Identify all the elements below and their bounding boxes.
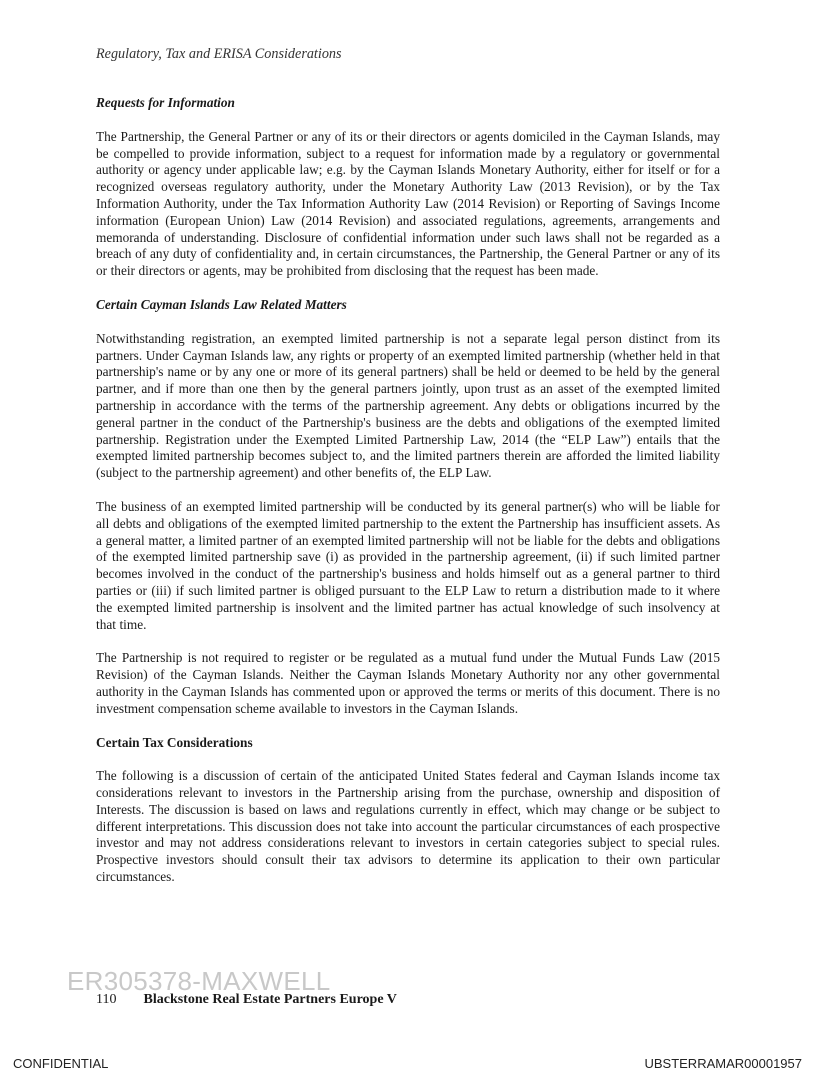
- page-number: 110: [96, 992, 117, 1007]
- section-heading: Requests for Information: [96, 95, 235, 110]
- section-tax-considerations: [96, 735, 720, 886]
- running-header-title: Regulatory, Tax and ERISA Considerations: [96, 46, 342, 62]
- fund-name: Blackstone Real Estate Partners Europe V: [143, 992, 397, 1007]
- paragraph: The Partnership is not required to register or be regulated as a mutual fund under the Mutual Funds Law (2015 Revision) of the Cayman Islands. Neither the Cayman Islands Monetary Authority nor any other governmental authority in the Cayman Islands has commented upon or approved the terms or merits of this document. There is no investment compensation scheme available to investors in the Cayman Islands.: [96, 650, 720, 716]
- section-heading: Certain Tax Considerations: [96, 734, 253, 750]
- section-heading: Certain Cayman Islands Law Related Matters: [96, 296, 347, 312]
- bates-number: UBSTERRAMAR00001957: [644, 1056, 802, 1071]
- section-requests-for-information: [96, 95, 720, 280]
- section-cayman-islands-law: [96, 297, 720, 718]
- paragraph: The following is a discussion of certain of the anticipated United States federal and Cayman Islands income tax considerations relevant to investors in the Partnership arising from the purchase, ownership and disposition of Interests. The discussion is based on laws and regulations currently in effect, which may change or be subject to different interpretations. This discussion does not take into account the particular circumstances of each prospective investor and may not address considerations relevant to investors in certain categories subject to special rules. Prospective investors should consult their tax advisors to determine its application to their own particular circumstances.: [96, 768, 720, 885]
- paragraph: The Partnership, the General Partner or any of its or their directors or agents domiciled in the Cayman Islands, may be compelled to provide information, subject to a request for information made by a regulatory or governmental authority or agency under applicable law; e.g. by the Cayman Islands Monetary Authority, either for itself or for a recognized overseas regulatory authority, under the Monetary Authority Law (2013 Revision), or by the Tax Information Authority, under the Tax Information Authority Law (2014 Revision) or Reporting of Savings Income information (European Union) Law (2014 Revision) and associated regulations, agreements, arrangements and memoranda of understanding. Disclosure of confidential information under such laws shall not be regarded as a breach of any duty of confidentiality and, in certain circumstances, the Partnership, the General Partner or any of its or their directors or agents, may be prohibited from disclosing that the request has been made.: [96, 128, 720, 279]
- document-body: [96, 95, 720, 903]
- paragraph: The business of an exempted limited partnership will be conducted by its general partner(s) who will be liable for all debts and obligations of the exempted limited partnership to the extent the Partnership has insufficient assets. As a general matter, a limited partner of an exempted limited partnership will not be liable for the debts and obligations of the exempted limited partnership save (i) as provided in the partnership agreement, (ii) if such limited partner becomes involved in the conduct of the partnership's business and holds himself out as a general partner to third parties or (iii) if such limited partner is obliged pursuant to the ELP Law to return a distribution made to it where the exempted limited partnership is insolvent and the limited partner has actual knowledge of such insolvency at that time.: [96, 498, 720, 632]
- watermark-stamp: ER305378-MAXWELL: [67, 966, 331, 996]
- paragraph: Notwithstanding registration, an exempted limited partnership is not a separate legal person distinct from its partners. Under Cayman Islands law, any rights or property of an exempted limited partnership (whether held in that partnership's name or by any one or more of its general partners) shall be held or deemed to be held by the general partner, and if more than one then by the general partners jointly, upon trust as an asset of the exempted limited partnership in accordance with the terms of the partnership agreement. Any debts or obligations incurred by the general partner in the conduct of the Partnership's business are the debts and obligations of the exempted limited partnership. Registration under the Exempted Limited Partnership Law, 2014 (the “ELP Law”) entails that the exempted limited partnership becomes subject to, and the limited partners therein are afforded the limited liability (subject to the partnership agreement) and other benefits of, the ELP Law.: [96, 330, 720, 481]
- page-footer: [96, 992, 397, 1008]
- confidential-label: CONFIDENTIAL: [13, 1056, 109, 1071]
